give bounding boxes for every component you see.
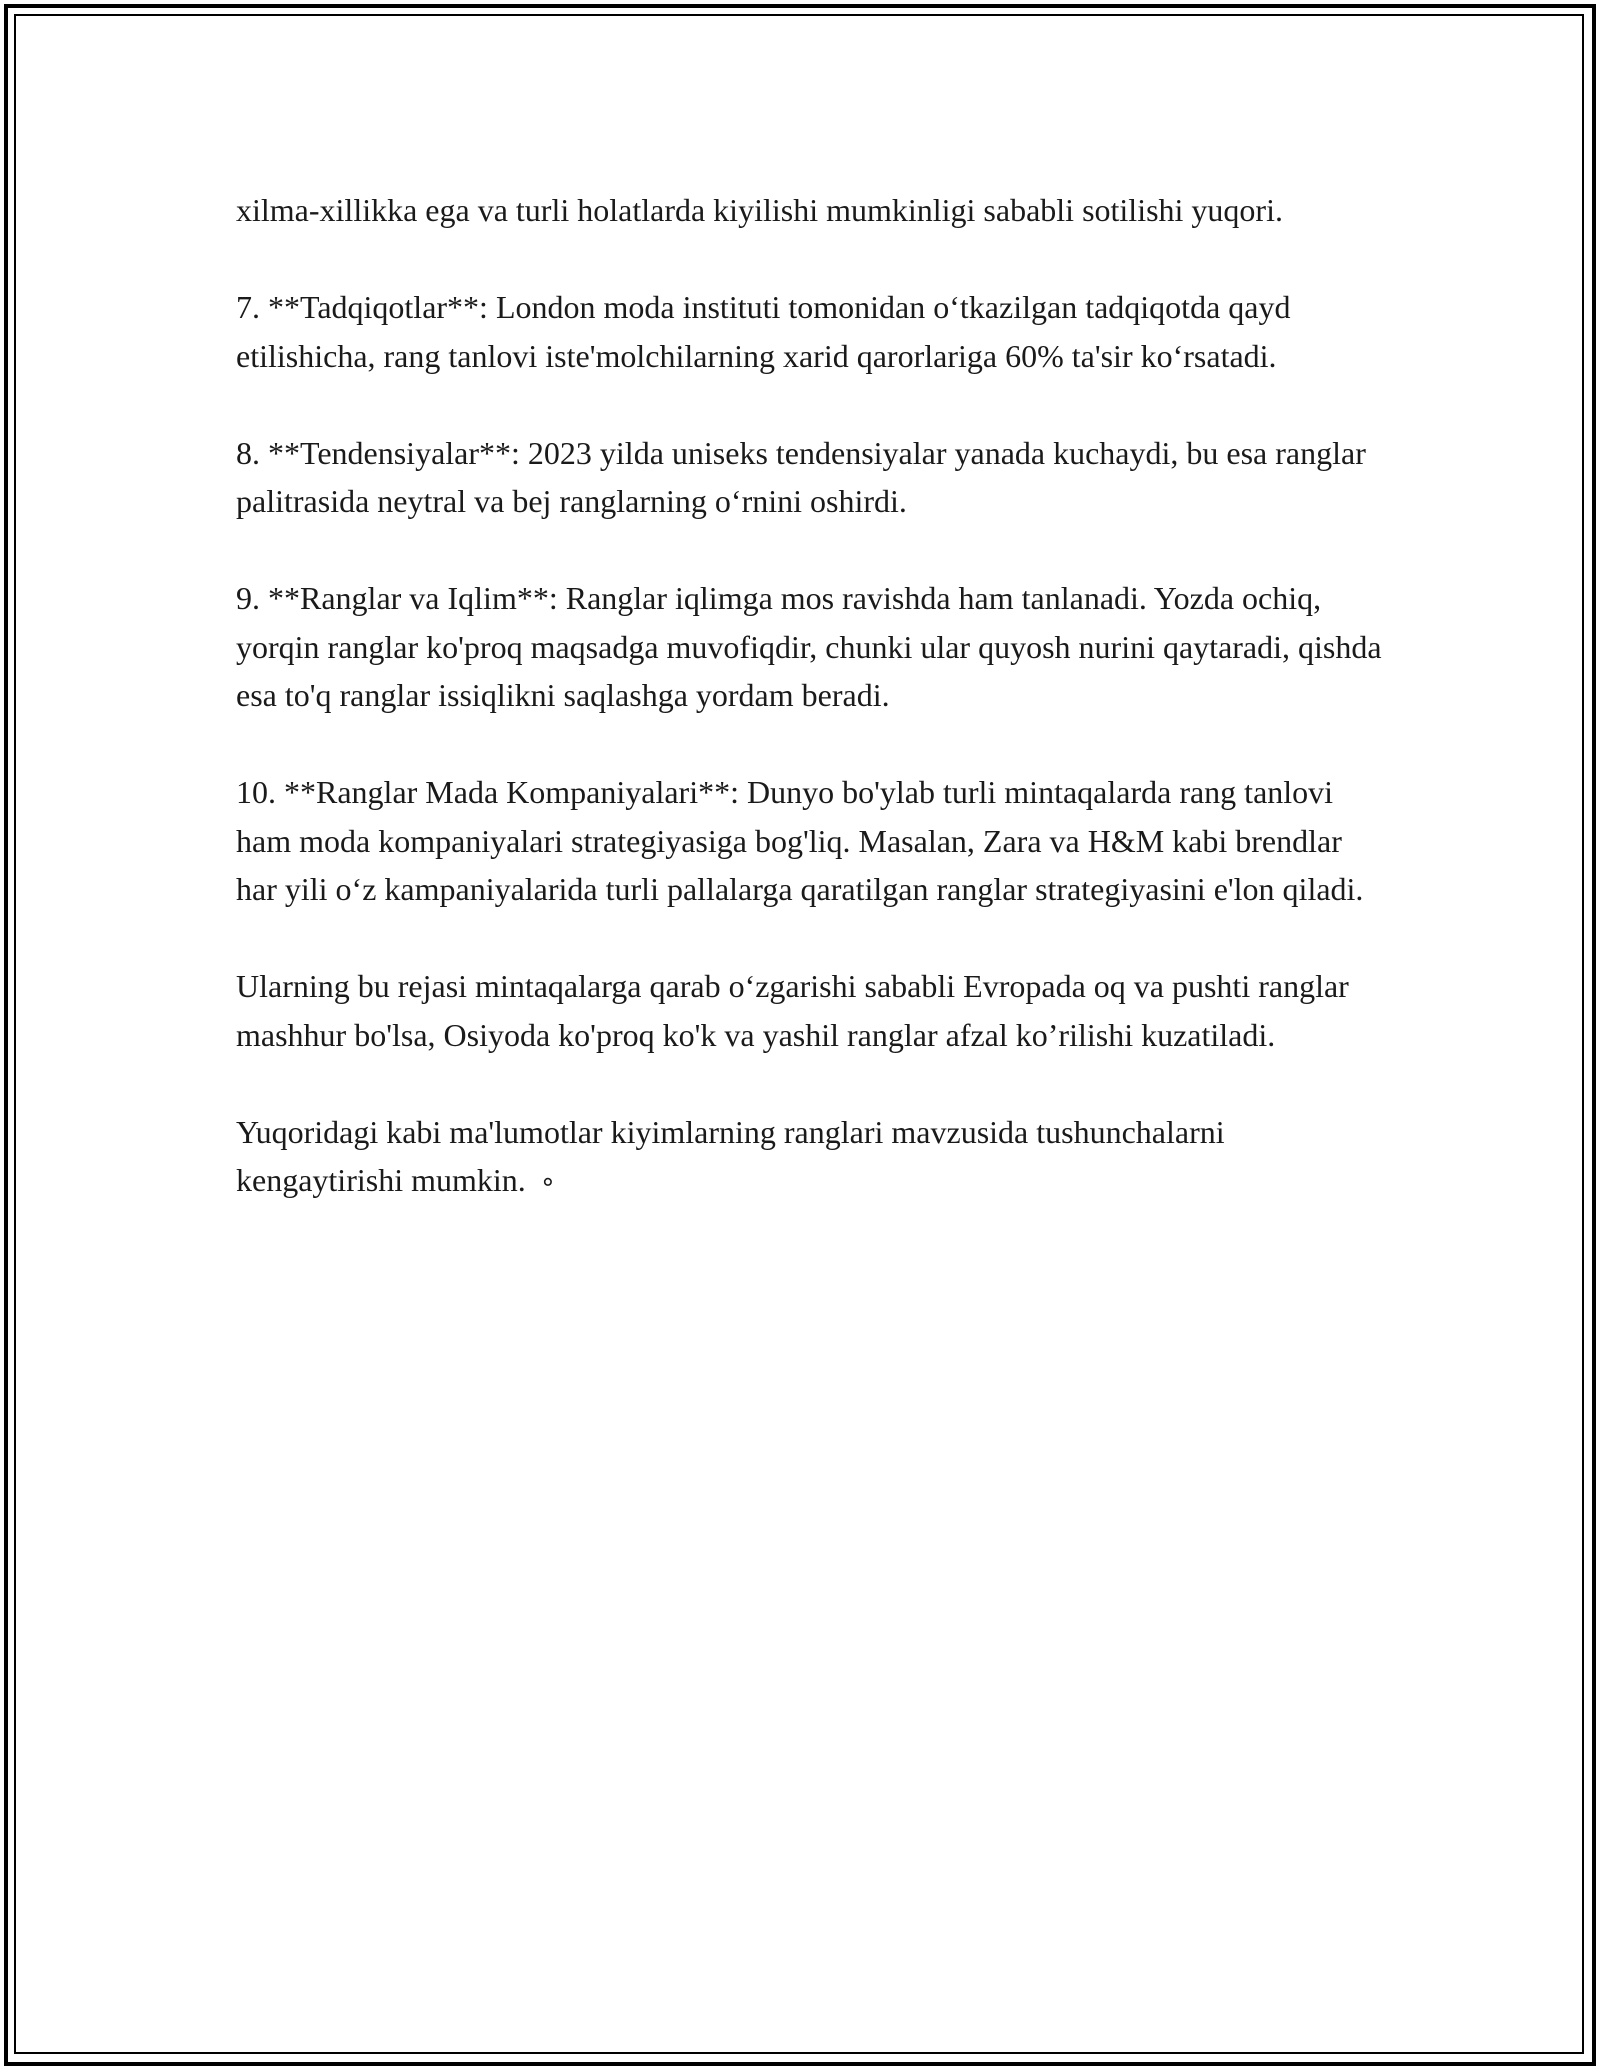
paragraph-item-7: 7. **Tadqiqotlar**: London moda instituti tomonidan o‘tkazilgan tadqiqotda qayd etilishicha, rang tanlovi iste'molchilarning xarid qarorlariga 60% ta'sir ko‘rsatadi. [236, 289, 1291, 374]
closing-mark: ∘ [539, 1167, 557, 1197]
document-body [236, 186, 1386, 1207]
paragraph-item-10: 10. **Ranglar Mada Kompaniyalari**: Dunyo bo'ylab turli mintaqalarda rang tanlovi ham moda kompaniyalari strategiyasiga bog'liq. Masalan, Zara va H&M kabi brendlar har yili o‘z kampaniyalarida turli pallalarga qaratilgan ranglar strategiyasini e'lon qiladi. [236, 774, 1364, 907]
paragraph-conclusion [236, 1108, 1386, 1207]
paragraph-continuation: xilma-xillikka ega va turli holatlarda kiyilishi mumkinligi sababli sotilishi yuqori. [236, 192, 1283, 228]
paragraph-item-9: 9. **Ranglar va Iqlim**: Ranglar iqlimga mos ravishda ham tanlanadi. Yozda ochiq, yorqin ranglar ko'proq maqsadga muvofiqdir, chunki ular quyosh nurini qaytaradi, qishda esa to'q ranglar issiqlikni saqlashga yordam beradi. [236, 580, 1382, 713]
paragraph-item-8: 8. **Tendensiyalar**: 2023 yilda uniseks tendensiyalar yanada kuchaydi, bu esa ranglar palitrasida neytral va bej ranglarning o‘rnini oshirdi. [236, 434, 1366, 519]
paragraph-regional: Ularning bu rejasi mintaqalarga qarab o‘zgarishi sababli Evropada oq va pushti ranglar mashhur bo'lsa, Osiyoda ko'proq ko'k va yashil ranglar afzal ko’rilishi kuzatiladi. [236, 968, 1349, 1053]
conclusion-text: Yuqoridagi kabi ma'lumotlar kiyimlarning ranglari mavzusida tushunchalarni kengaytirishi mumkin. [236, 1113, 1225, 1198]
